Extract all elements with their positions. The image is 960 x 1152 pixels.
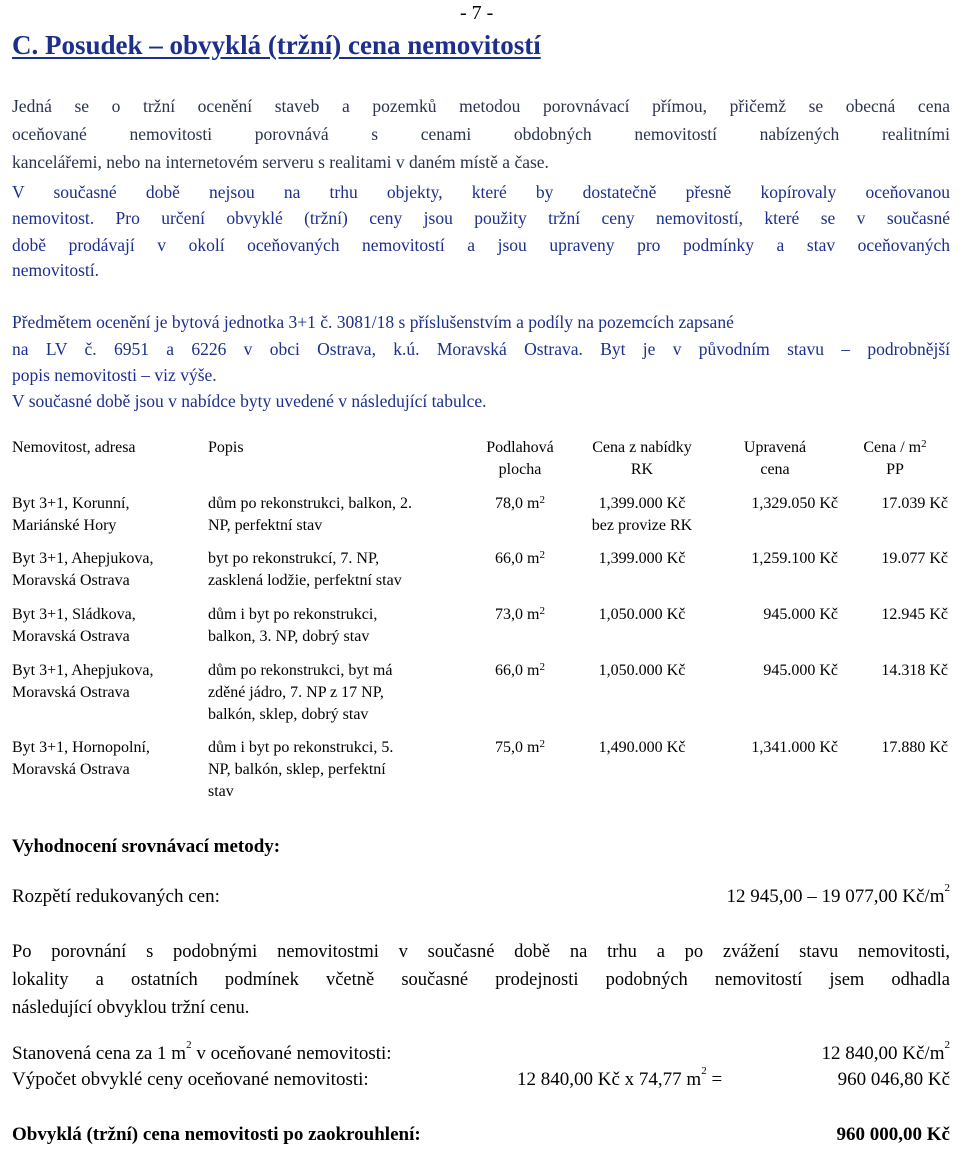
set-price-label: Stanovená cena za 1 $m^2$ v oceňované nemovitosti: [12,1039,392,1064]
range-label: Rozpětí redukovaných cen: [12,886,220,907]
final-price-value: 960 000,00 Kč [836,1124,950,1145]
range-value: 12 945,00 – 19 077,00 $Kč/m^2$ [726,882,950,907]
page-number: - 7 - [460,2,494,24]
calc-label: Výpočet obvyklé ceny oceňované nemovitosti: [12,1069,369,1090]
set-price-line [12,1039,950,1069]
header-address: Nemovitost, adresa [12,439,136,456]
subject-line-2: na LV č. 6951 a 6226 v obci Ostrava, k.ú. Moravská Ostrava. Byt je v původním stavu – podrobnější [12,339,950,359]
set-price-value: 12 840,00 $Kč/m^2$ [821,1039,950,1064]
comparison-table: Nemovitost, adresa Popis Podlahová plocha Cena z nabídky RK Upravená cena Cena / $m^2$ PP Byt 3+1, Korunní, Mariánské Hory dům po rekonstrukci, balkon, 2. NP, perfektní stav 78,0 $m^2$ 1,399.000 Kč bez provize RK 1,329.050 Kč 17.039 Kč Byt 3+1, Ahepjukova, Moravská Ostrava byt po rekonstrukcí, 7. NP, zasklená lodžie, perfektní stav 66,0 $m^2$ 1,399.000 Kč 1,259.100 Kč 19.077 Kč Byt 3+1, Sládkova, Moravská Ostrava dům i byt po rekonstrukci, balkon, 3. NP, dobrý stav 73,0 $m^2$ 1,050.000 Kč 945.000 Kč 12.945 Kč Byt 3+1, Ahepjukova, Moravská Ostrava dům po rekonstrukci, byt má zděné jádro, 7. NP z 17 NP, balkón, sklep, dobrý stav 66,0 $m^2$ 1,050.000 Kč 945.000 Kč 14.318 Kč Byt 3+1, Hornopolní, Moravská Ostrava dům i byt po rekonstrukci, 5. NP, balkón, sklep, perfektní stav 75,0 $m^2$ 1,490.000 Kč 1,341.000 Kč 17.880 Kč [12,438,948,800]
market-line-3: době prodávají v okolí oceňovaných nemovitostí a jsou upraveny pro podmínky a stav oceňovaných [12,235,950,255]
comparison-line-2: lokality a ostatních podmínek včetně současné prodejnosti podobných nemovitostí jsem odhadla [12,970,950,990]
section-title: C. Posudek – obvyklá (tržní) cena nemovitostí [12,30,541,60]
header-price-per-m2: Cena / $m^2$ PP [863,438,927,478]
comparison-line-1: Po porovnání s podobnými nemovitostmi v současné době na trhu a po zvážení stavu nemovitosti, [12,942,950,962]
header-area: Podlahová plocha [486,439,554,478]
market-line-4: nemovitostí. [12,260,100,280]
intro-line-2: oceňované nemovitosti porovnává s cenami obdobných nemovitostí nabízených realitními [12,124,950,144]
header-adjusted-price: Upravená cena [743,439,807,478]
header-description: Popis [208,439,244,456]
subject-line-3: popis nemovitosti – viz výše. [12,365,217,385]
evaluation-heading: Vyhodnocení srovnávací metody: [12,836,281,857]
subject-line-1: Předmětem ocenění je bytová jednotka 3+1 č. 3081/18 s příslušenstvím a podíly na pozemcích zapsané [12,312,734,332]
intro-line-1: Jedná se o tržní ocenění staveb a pozemků metodou porovnávací přímou, přičemž se obecná cena [12,96,950,116]
comparison-line-3: následující obvyklou tržní cenu. [12,998,250,1018]
range-line [12,882,950,912]
final-price-label: Obvyklá (tržní) cena nemovitosti po zaokrouhlení: [12,1124,421,1145]
calc-value: 960 046,80 Kč [837,1069,950,1090]
market-line-2: nemovitost. Pro určení obvyklé (tržní) ceny jsou použity tržní ceny nemovitostí, které se v současné [12,208,950,228]
header-offer-price: Cena z nabídky RK [592,439,692,478]
calc-formula: 12 840,00 Kč x 74,77 $m^2$ = [517,1065,723,1090]
market-line-1: V současné době nejsou na trhu objekty, které by dostatečně přesně kopírovaly oceňovanou [12,182,950,202]
intro-line-3: kancelářemi, nebo na internetovém serveru s realitami v daném místě a čase. [12,152,549,172]
subject-line-4: V současné době jsou v nabídce byty uvedené v následující tabulce. [12,391,487,411]
final-price-line [12,1124,950,1150]
calc-line [12,1065,950,1095]
